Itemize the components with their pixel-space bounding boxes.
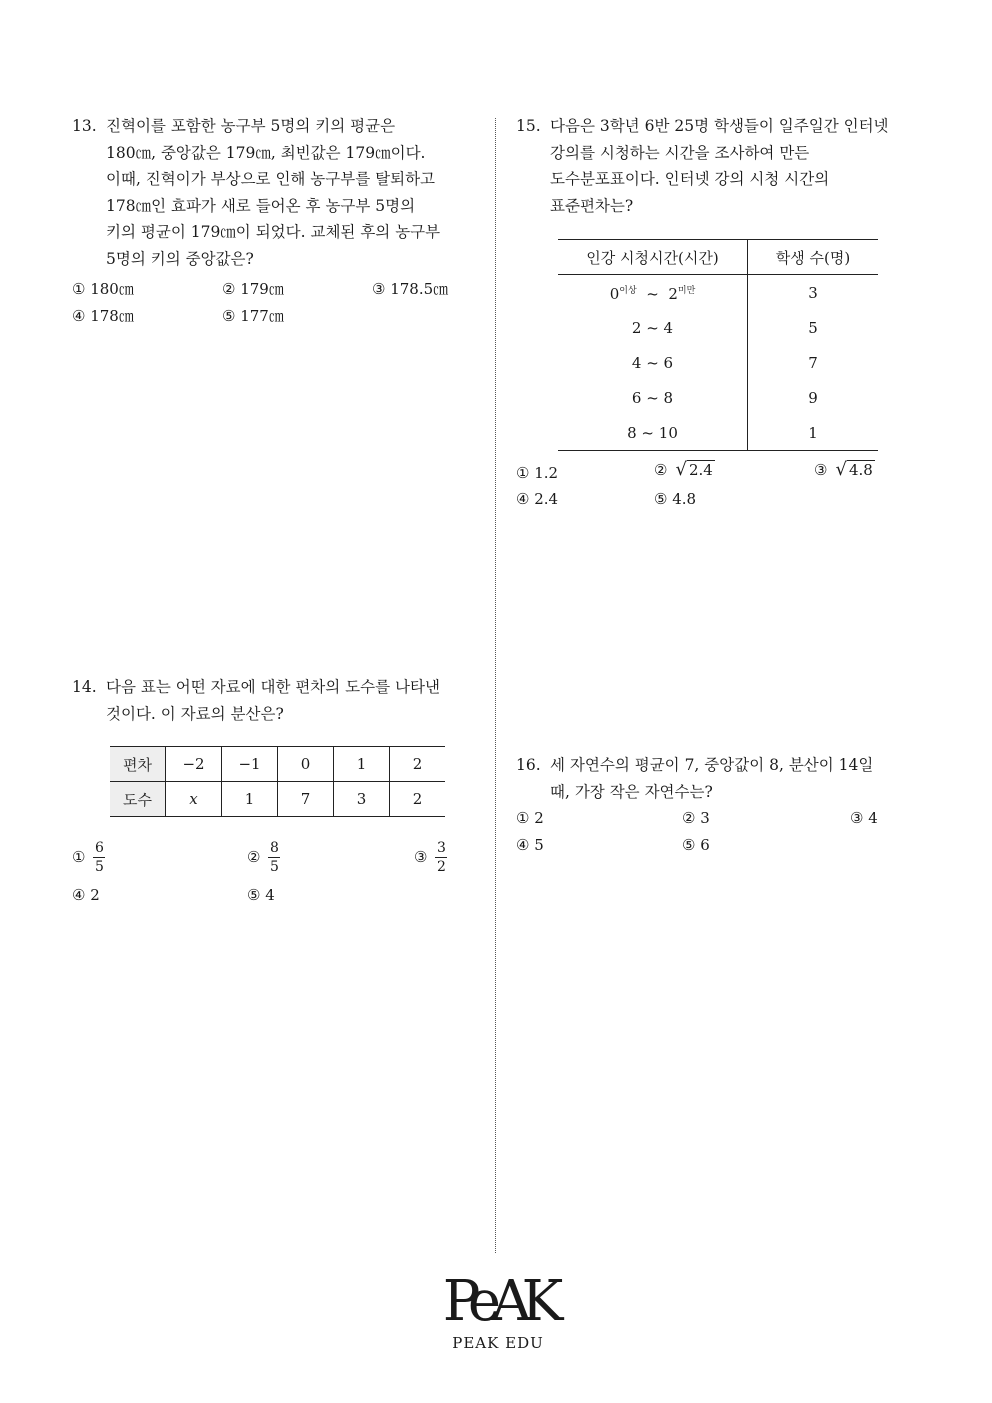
question-number: 13. [72,117,97,135]
question-text: 5명의 키의 중앙값은? [106,249,254,268]
table-cell: 5 [808,318,818,337]
choice-4[interactable]: ④ 5 [516,836,544,854]
fraction-numerator: 3 [436,840,446,856]
table-cell-range: 6 ~ 8 [558,380,748,415]
table-cell: 9 [808,388,818,407]
column-divider [495,118,496,1253]
fraction-denominator: 5 [94,859,104,875]
sqrt-radicand: 4.8 [848,461,873,479]
question-text: 도수분포표이다. 인터넷 강의 시청 시간의 [550,170,830,188]
range-label-min: 이상 [619,285,637,296]
table-cell: 0 [278,747,334,782]
fraction-numerator: 8 [269,840,279,856]
question-text: 표준편차는? [550,196,634,215]
question-14-choices [72,840,492,910]
range-start: 0 [609,284,620,303]
table-header: 학생 수(명) [748,240,879,275]
choice-5[interactable]: ⑤ 4.8 [654,490,697,508]
choice-1[interactable] [72,840,105,875]
question-text: 180㎝, 중앙값은 179㎝, 최빈값은 179㎝이다. [106,143,426,162]
table-cell: 2 [390,747,446,782]
choice-2[interactable]: ② √ 2.4 [654,459,713,480]
choice-3[interactable]: ③ √ 4.8 [814,459,873,480]
choice-1[interactable]: ① 1.2 [516,464,559,482]
table-cell: 7 [808,353,818,372]
table-cell: 3 [808,283,818,302]
question-number: 15. [516,117,541,135]
choice-marker: ③ [414,847,428,866]
sqrt-radicand: 2.4 [688,461,713,479]
table-cell: −1 [222,747,278,782]
fraction-denominator: 2 [436,859,446,875]
question-number: 16. [516,756,541,774]
choice-marker: ② [654,461,668,479]
peak-edu-logo [436,1269,560,1352]
table-cell-range [558,275,748,311]
choice-4[interactable]: ④ 2.4 [516,490,559,508]
question-text: 것이다. 이 자료의 분산은? [106,704,284,723]
table-cell-range: 2 ~ 4 [558,310,748,345]
table-header-deviation: 편차 [110,747,166,782]
question-text: 세 자연수의 평균이 7, 중앙값이 8, 분산이 14일 [550,756,874,774]
choice-3[interactable]: ③ 178.5㎝ [372,280,449,298]
choice-2[interactable] [247,840,280,875]
logo-mark: PeAK [442,1269,554,1334]
range-separator: ~ [646,284,659,303]
question-15 [516,113,889,219]
question-13 [72,113,440,272]
question-text: 178㎝인 효파가 새로 들어온 후 농구부 5명의 [106,196,416,215]
question-text: 다음 표는 어떤 자료에 대한 편차의 도수를 나타낸 [106,678,440,696]
choice-marker: ① [72,847,86,866]
question-text: 이때, 진혁이가 부상으로 인해 농구부를 탈퇴하고 [106,170,436,188]
question-16 [516,752,873,805]
question-15-choices [516,460,936,510]
choice-1[interactable]: ① 2 [516,809,544,827]
range-end: 2 [668,284,678,303]
question-text: 키의 평균이 179㎝이 되었다. 교체된 후의 농구부 [106,223,441,241]
choice-3[interactable] [414,840,447,875]
choice-1[interactable]: ① 180㎝ [72,280,134,298]
choice-marker: ② [247,847,261,866]
table-cell-range: 4 ~ 6 [558,345,748,380]
question-text: 때, 가장 작은 자연수는? [550,782,713,801]
table-cell: 1 [222,782,278,817]
choice-4[interactable]: ④ 178㎝ [72,307,134,325]
fraction-numerator: 6 [94,840,104,856]
question-text: 다음은 3학년 6반 25명 학생들이 일주일간 인터넷 [550,117,889,135]
table-cell: 1 [748,415,879,451]
question-13-choices [72,278,492,328]
range-label-max: 미만 [677,285,696,296]
table-header-frequency: 도수 [110,782,166,817]
question-text: 진혁이를 포함한 농구부 5명의 키의 평균은 [106,117,396,135]
choice-3[interactable]: ③ 4 [850,809,878,827]
fraction-denominator: 5 [269,859,279,875]
question-number: 14. [72,678,97,696]
choice-5[interactable]: ⑤ 4 [247,886,275,904]
choice-4[interactable]: ④ 2 [72,886,100,904]
question-text: 강의를 시청하는 시간을 조사하여 만든 [550,143,810,162]
question-16-choices [516,809,936,859]
table-cell: 3 [334,782,390,817]
table-cell: 2 [390,782,446,817]
question-14 [72,674,440,727]
table-cell: 7 [278,782,334,817]
choice-2[interactable]: ② 179㎝ [222,280,284,298]
table-cell: −2 [166,747,222,782]
choice-5[interactable]: ⑤ 6 [682,836,710,854]
table-cell-range: 8 ~ 10 [558,415,748,451]
choice-marker: ③ [814,461,828,479]
frequency-distribution-table [558,239,878,451]
table-cell: x [166,782,222,817]
table-header: 인강 시청시간(시간) [558,240,748,275]
choice-2[interactable]: ② 3 [682,809,710,827]
logo-text: PEAK EDU [452,1334,544,1352]
choice-5[interactable]: ⑤ 177㎝ [222,307,284,325]
deviation-frequency-table [110,746,445,817]
table-cell: 1 [334,747,390,782]
